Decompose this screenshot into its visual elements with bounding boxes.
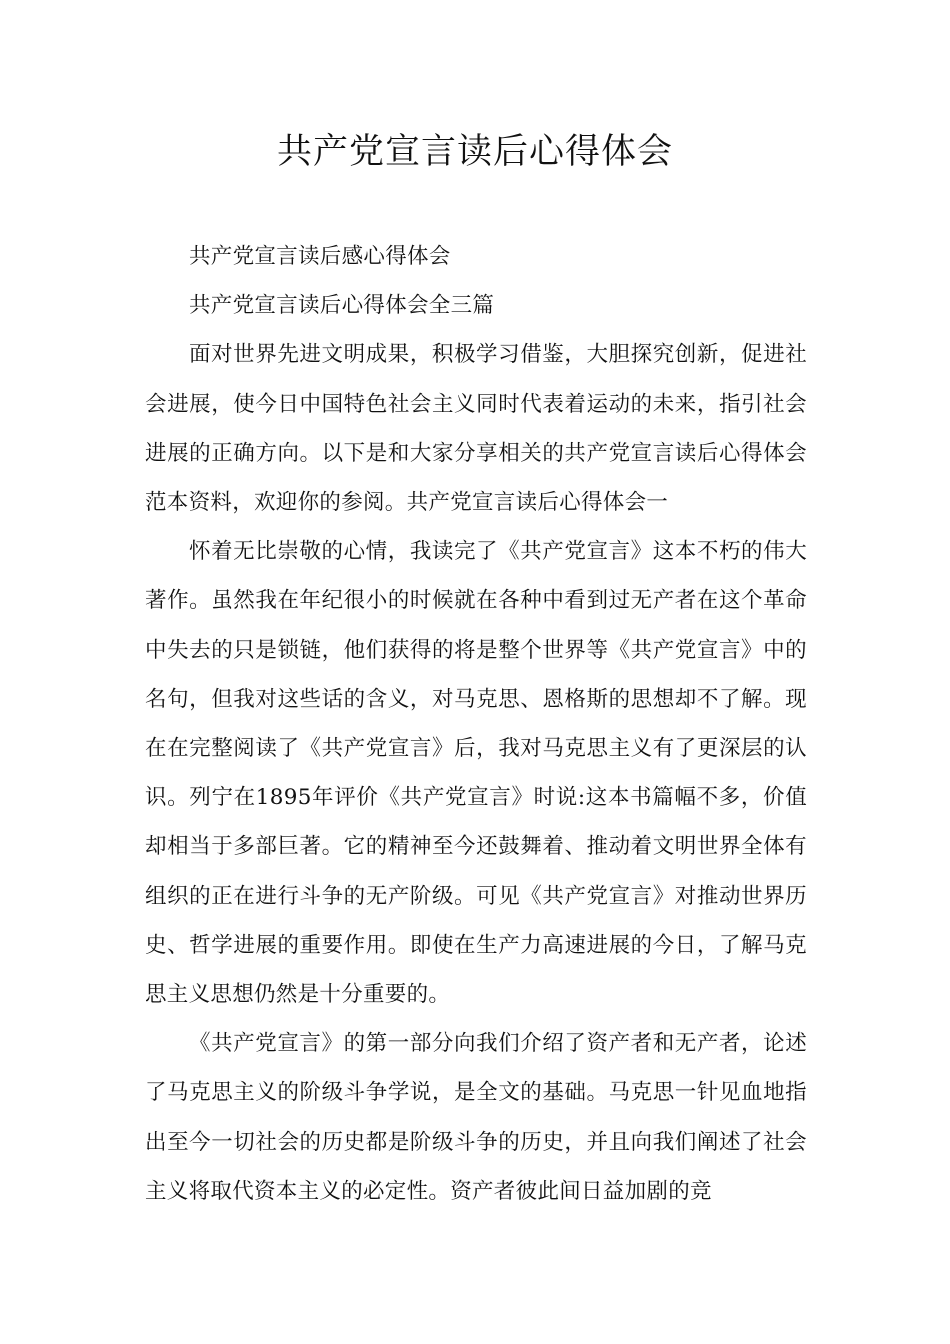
paragraph-body-1: 怀着无比崇敬的心情，我读完了《共产党宣言》这本不朽的伟大著作。虽然我在年纪很小的时候就在各种中看到过无产者在这个革命中失去的只是锁链，他们获得的将是整个世界等《共产党宣言》中的名句，但我对这些话的含义，对马克思、恩格斯的思想却不了解。现在在完整阅读了《共产党宣言》后，我对马克思主义有了更深层的认识。列宁在1895年评价《共产党宣言》时说:这本书篇幅不多，价值却相当于多部巨著。它的精神至今还鼓舞着、推动着文明世界全体有组织的正在进行斗争的无产阶级。可见《共产党宣言》对推动世界历史、哲学进展的重要作用。即使在生产力高速进展的今日，了解马克思主义思想仍然是十分重要的。 bbox=[145, 539, 807, 1008]
document-body bbox=[145, 232, 807, 1216]
paragraph-subtitle-1: 共产党宣言读后感心得体会 bbox=[189, 244, 451, 269]
paragraph-subtitle-2: 共产党宣言读后心得体会全三篇 bbox=[189, 293, 495, 319]
paragraph-body-2: 《共产党宣言》的第一部分向我们介绍了资产者和无产者，论述了马克思主义的阶级斗争学说，是全文的基础。马克思一针见血地指出至今一切社会的历史都是阶级斗争的历史，并且向我们阐述了社会主义将取代资本主义的必定性。资产者彼此间日益加剧的竞 bbox=[145, 1031, 807, 1204]
paragraph-intro: 面对世界先进文明成果，积极学习借鉴，大胆探究创新，促进社会进展，使今日中国特色社会主义同时代表着运动的未来，指引社会进展的正确方向。以下是和大家分享相关的共产党宣言读后心得体会范本资料，欢迎你的参阅。共产党宣言读后心得体会一 bbox=[145, 342, 807, 516]
document-title: 共产党宣言读后心得体会 bbox=[276, 132, 673, 172]
